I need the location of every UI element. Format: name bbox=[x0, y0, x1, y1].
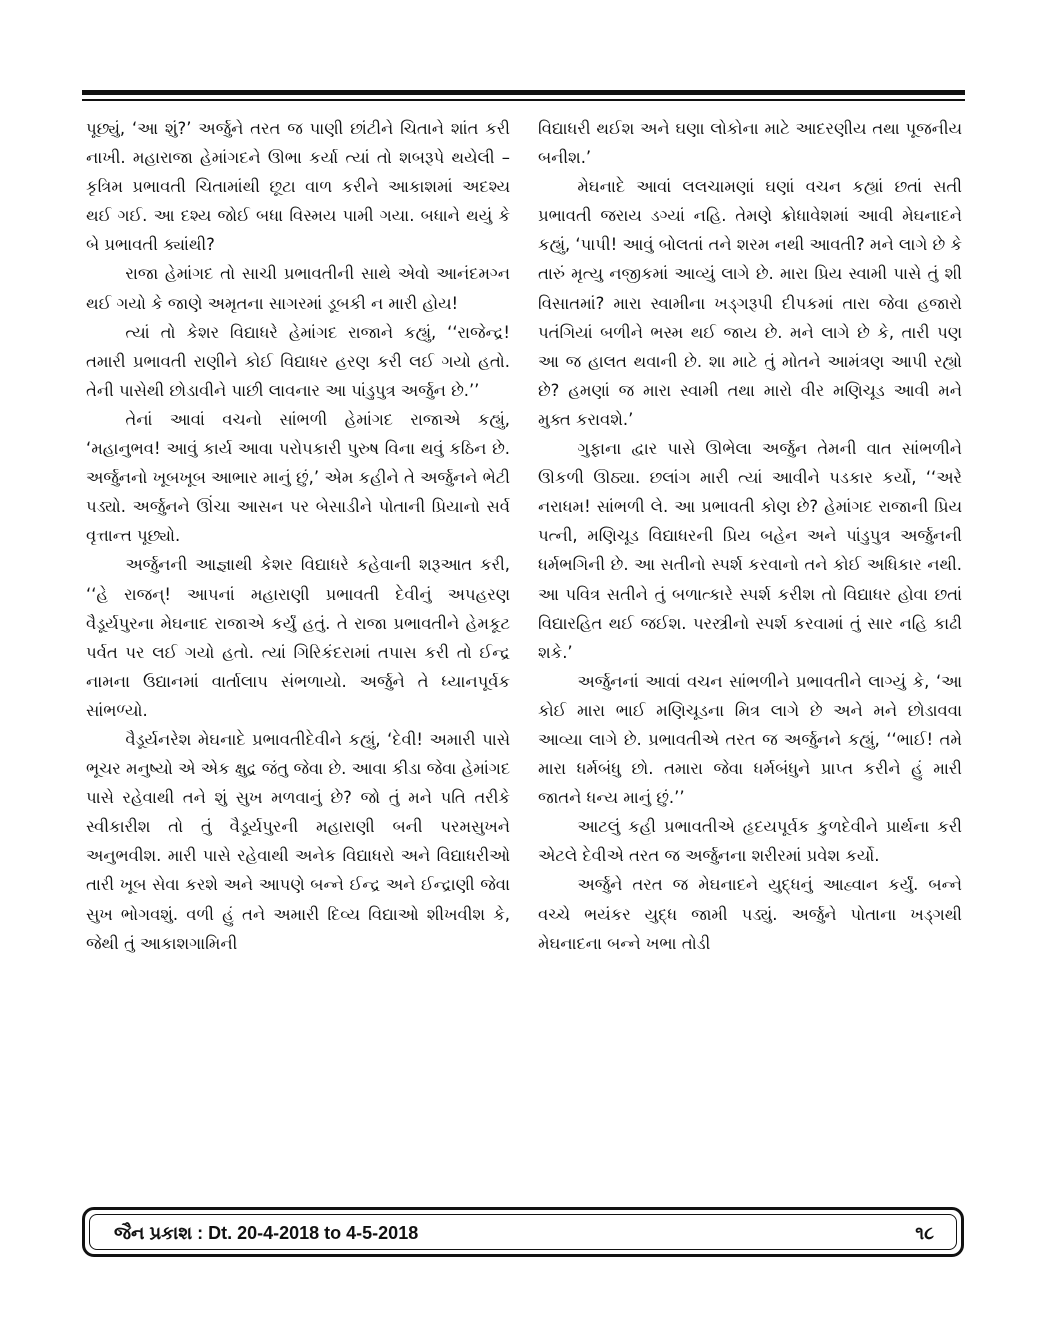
publication-info: જૈન પ્રકાશ : Dt. 20-4-2018 to 4-5-2018 bbox=[114, 1223, 419, 1243]
paragraph: વિદ્યાધરી થઈશ અને ઘણા લોકોના માટે આદરણીય તથા પૂજનીય બનીશ.’ bbox=[538, 119, 962, 168]
left-column bbox=[86, 114, 510, 958]
page-number: ૧૮ bbox=[915, 1223, 934, 1244]
footer-inner-frame bbox=[89, 1214, 957, 1250]
paragraph: અર્જુનનાં આવાં વચન સાંભળીને પ્રભાવતીને લાગ્યું કે, ‘આ કોઈ મારા ભાઈ મણિચૂડના મિત્ર લાગે છે અને મને છોડાવવા આવ્યા લાગે છે. પ્રભાવતીએ તરત જ અર્જુનને કહ્યું, ‘‘ભાઈ! તમે મારા ધર્મબંધુ છો. તમારા જેવા ધર્મબંધુને પ્રાપ્ત કરીને હું મારી જાતને ધન્ય માનું છું.’’ bbox=[538, 671, 962, 808]
paragraph: મેઘનાદે આવાં લલચામણાં ઘણાં વચન કહ્યાં છતાં સતી પ્રભાવતી જરાય ડગ્યાં નહિ. તેમણે ક્રોધાવેશમાં આવી મેઘનાદને કહ્યું, ‘પાપી! આવું બોલતાં તને શરમ નથી આવતી? મને લાગે છે કે તારું મૃત્યુ નજીકમાં આવ્યું લાગે છે. મારા પ્રિય સ્વામી પાસે તું શી વિસાતમાં? મારા સ્વામીના ખડ્ગરૂપી દીપકમાં તારા જેવા હજારો પતંગિયાં બળીને ભસ્મ થઈ જાય છે. મને લાગે છે કે, તારી પણ આ જ હાલત થવાની છે. શા માટે તું મોતને આમંત્રણ આપી રહ્યો છે? હમણાં જ મારા સ્વામી તથા મારો વીર મણિચૂડ આવી મને મુક્ત કરાવશે.’ bbox=[538, 177, 962, 429]
paragraph: ત્યાં તો કેશર વિદ્યાધરે હેમાંગદ રાજાને કહ્યું, ‘‘રાજેન્દ્ર! તમારી પ્રભાવતી રાણીને કોઈ વિદ્યાધર હરણ કરી લઈ ગયો હતો. તેની પાસેથી છોડાવીને પાછી લાવનાર આ પાંડુપુત્ર અર્જુન છે.’’ bbox=[86, 322, 510, 400]
paragraph: અર્જુનની આજ્ઞાથી કેશર વિદ્યાધરે કહેવાની શરૂઆત કરી, ‘‘હે રાજન્! આપનાં મહારાણી પ્રભાવતી દેવીનું અપહરણ વૈડૂર્યપુરના મેઘનાદ રાજાએ કર્યું હતું. તે રાજા પ્રભાવતીને હેમકૂટ પર્વત પર લઈ ગયો હતો. ત્યાં ગિરિકંદરામાં તપાસ કરી તો ઈન્દ્ર નામના ઉદ્યાનમાં વાર્તાલાપ સંભળાયો. અર્જુને તે ધ્યાનપૂર્વક સાંભળ્યો. bbox=[86, 555, 510, 720]
paragraph: અર્જુને તરત જ મેઘનાદને યુદ્ધનું આહ્વાન કર્યું. બન્ને વચ્ચે ભયંકર યુદ્ધ જામી પડ્યું. અર્જુને પોતાના ખડ્ગથી મેઘનાદના બન્ને ખભા તોડી bbox=[538, 875, 962, 953]
header-rule bbox=[82, 90, 965, 104]
paragraph: તેનાં આવાં વચનો સાંભળી હેમાંગદ રાજાએ કહ્યું, ‘મહાનુભવ! આવું કાર્ય આવા પરોપકારી પુરુષ વિના થવું કઠિન છે. અર્જુનનો ખૂબખૂબ આભાર માનું છું,’ એમ કહીને તે અર્જુનને ભેટી પડ્યો. અર્જુનને ઊંચા આસન પર બેસાડીને પોતાની પ્રિયાનો સર્વ વૃત્તાન્ત પૂછ્યો. bbox=[86, 409, 510, 546]
paragraph: ગુફાના દ્વાર પાસે ઊભેલા અર્જુન તેમની વાત સાંભળીને ઊકળી ઊઠ્યા. છલાંગ મારી ત્યાં આવીને પડકાર કર્યો, ‘‘અરે નરાધમ! સાંભળી લે. આ પ્રભાવતી કોણ છે? હેમાંગદ રાજાની પ્રિય પત્ની, મણિચૂડ વિદ્યાધરની પ્રિય બહેન અને પાંડુપુત્ર અર્જુનની ધર્મભગિની છે. આ સતીનો સ્પર્શ કરવાનો તને કોઈ અધિકાર નથી. આ પવિત્ર સતીને તું બળાત્કારે સ્પર્શ કરીશ તો વિદ્યાધર હોવા છતાં વિદ્યારહિત થઈ જઈશ. પરસ્ત્રીનો સ્પર્શ કરવામાં તું સાર નહિ કાઢી શકે.’ bbox=[538, 439, 962, 662]
right-column bbox=[538, 114, 962, 958]
paragraph: પૂછ્યું, ‘આ શું?’ અર્જુને તરત જ પાણી છાંટીને ચિતાને શાંત કરી નાખી. મહારાજા હેમાંગદને ઊભા કર્યા ત્યાં તો શબરૂપે થયેલી – કૃત્રિમ પ્રભાવતી ચિતામાંથી છૂટા વાળ કરીને આકાશમાં અદશ્ય થઈ ગઈ. આ દશ્ય જોઈ બધા વિસ્મય પામી ગયા. બધાને થયું કે બે પ્રભાવતી ક્યાંથી? bbox=[86, 119, 510, 255]
footer-frame bbox=[82, 1207, 964, 1257]
paragraph: રાજા હેમાંગદ તો સાચી પ્રભાવતીની સાથે એવો આનંદમગ્ન થઈ ગયો કે જાણે અમૃતના સાગરમાં ડૂબકી ન મારી હોય! bbox=[86, 264, 510, 313]
header-rule-thin bbox=[82, 99, 965, 101]
paragraph: વૈડૂર્યનરેશ મેઘનાદે પ્રભાવતીદેવીને કહ્યું, ‘દેવી! અમારી પાસે ભૂચર મનુષ્યો એ એક ક્ષુદ્ર જંતુ જેવા છે. આવા કીડા જેવા હેમાંગદ પાસે રહેવાથી તને શું સુખ મળવાનું છે? જો તું મને પતિ તરીકે સ્વીકારીશ તો તું વૈડૂર્યપુરની મહારાણી બની પરમસુખને અનુભવીશ. મારી પાસે રહેવાથી અનેક વિદ્યાધરો અને વિદ્યાધરીઓ તારી ખૂબ સેવા કરશે અને આપણે બન્ને ઈન્દ્ર અને ઈન્દ્રાણી જેવા સુખ ભોગવશું. વળી હું તને અમારી દિવ્ય વિદ્યાઓ શીખવીશ કે, જેથી તું આકાશગામિની bbox=[86, 729, 510, 953]
header-rule-thick bbox=[82, 90, 965, 95]
paragraph: આટલું કહી પ્રભાવતીએ હૃદયપૂર્વક કુળદેવીને પ્રાર્થના કરી એટલે દેવીએ તરત જ અર્જુનના શરીરમાં પ્રવેશ કર્યો. bbox=[538, 817, 962, 866]
